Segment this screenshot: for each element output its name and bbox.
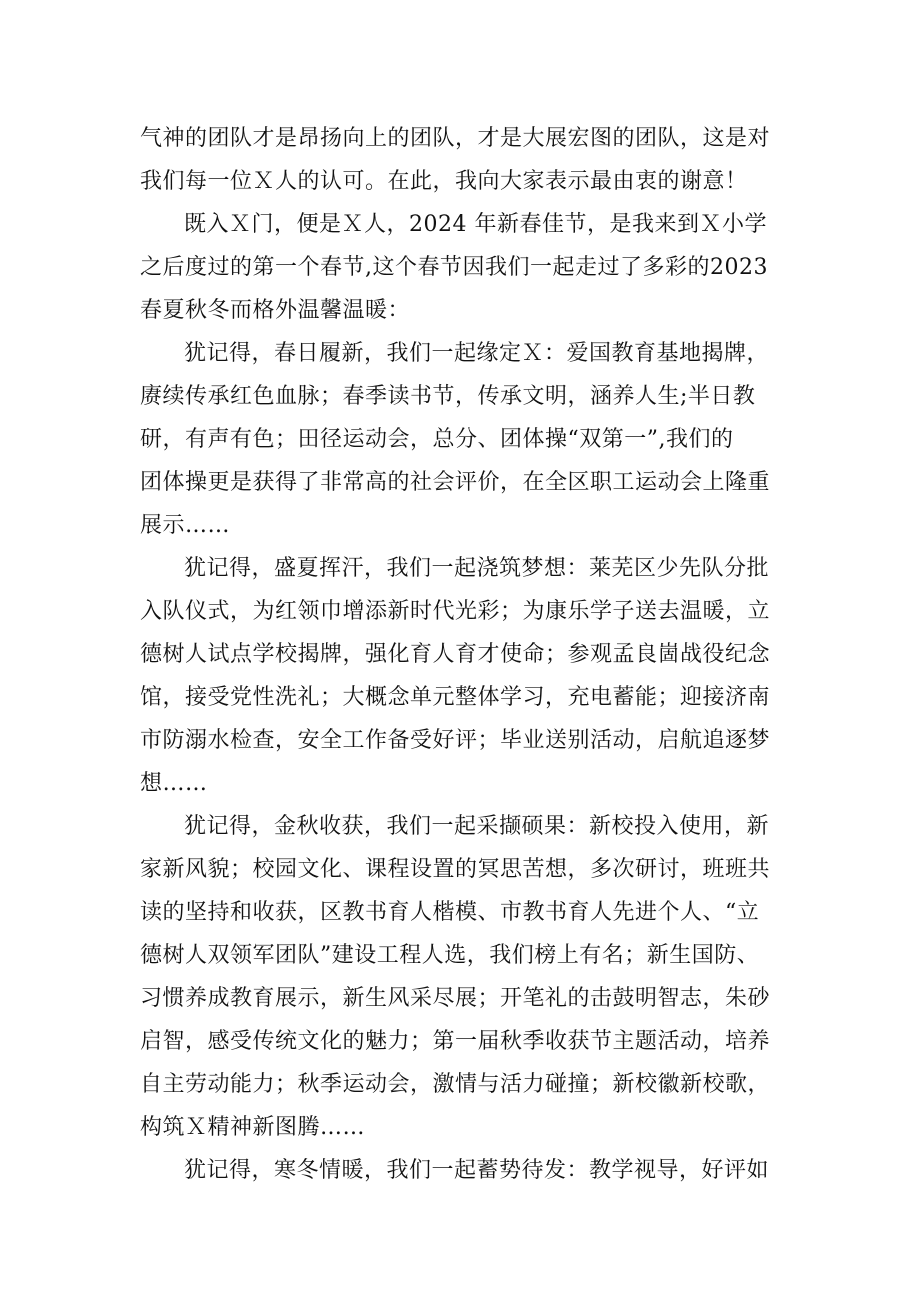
text-line: 犹记得，金秋收获，我们一起采撷硕果：新校投入使用，新 (184, 814, 770, 839)
text-line: 市防溺水检查，安全工作备受好评；毕业送别活动，启航追逐梦 (140, 728, 771, 753)
text-line: 团体操更是获得了非常高的社会评价，在全区职工运动会上隆重 (140, 470, 771, 495)
paragraph-summer (140, 547, 790, 805)
text-line: 气神的团队才是昂扬向上的团队，才是大展宏图的团队，这是对 (140, 126, 771, 151)
text-line: 构筑Ｘ精神新图腾…… (140, 1115, 366, 1140)
paragraph-continuation (140, 117, 790, 203)
text-line: 馆，接受党性洗礼；大概念单元整体学习，充电蓄能；迎接济南 (140, 685, 771, 710)
text-line: 启智，感受传统文化的魅力；第一届秋季收获节主题活动，培养 (140, 1029, 771, 1054)
document-body (140, 117, 790, 1192)
text-line: 赓续传承红色血脉；春季读书节，传承文明，涵养人生;半日教 (140, 384, 756, 409)
text-line: 家新风貌；校园文化、课程设置的冥思苦想，多次研讨，班班共 (140, 857, 771, 882)
text-line: 读的坚持和收获，区教书育人楷模、市教书育人先进个人、“立 (140, 900, 760, 925)
text-line: 习惯养成教育展示，新生风采尽展；开笔礼的击鼓明智志，朱砂 (140, 986, 771, 1011)
text-line: 德树人试点学校揭牌，强化育人育才使命；参观孟良崮战役纪念 (140, 642, 771, 667)
paragraph-winter (140, 1149, 790, 1192)
text-line: 研，有声有色；田径运动会，总分、团体操“双第一”,我们的 (140, 427, 734, 452)
text-line: 春夏秋冬而格外温馨温暖： (140, 298, 411, 323)
text-line: 展示…… (140, 513, 231, 538)
paragraph-spring (140, 332, 790, 547)
text-line: 之后度过的第一个春节,这个春节因我们一起走过了多彩的2023 (140, 255, 768, 280)
text-line: 犹记得，寒冬情暖，我们一起蓄势待发：教学视导，好评如 (184, 1158, 770, 1183)
text-line: 德树人双领军团队”建设工程人选，我们榜上有名；新生国防、 (140, 943, 760, 968)
text-line: 犹记得，春日履新，我们一起缘定Ｘ：爱国教育基地揭牌， (184, 341, 770, 366)
paragraph-new-year (140, 203, 790, 332)
paragraph-autumn (140, 805, 790, 1149)
text-line: 犹记得，盛夏挥汗，我们一起浇筑梦想：莱芜区少先队分批 (184, 556, 770, 581)
text-line: 既入Ｘ门，便是Ｘ人，2024 年新春佳节，是我来到Ｘ小学 (184, 212, 767, 237)
text-line: 想…… (140, 771, 208, 796)
text-line: 入队仪式，为红领巾增添新时代光彩；为康乐学子送去温暖，立 (140, 599, 771, 624)
text-line: 自主劳动能力；秋季运动会，激情与活力碰撞；新校徽新校歌， (140, 1072, 771, 1097)
text-line: 我们每一位Ｘ人的认可。在此，我向大家表示最由衷的谢意！ (140, 169, 748, 194)
